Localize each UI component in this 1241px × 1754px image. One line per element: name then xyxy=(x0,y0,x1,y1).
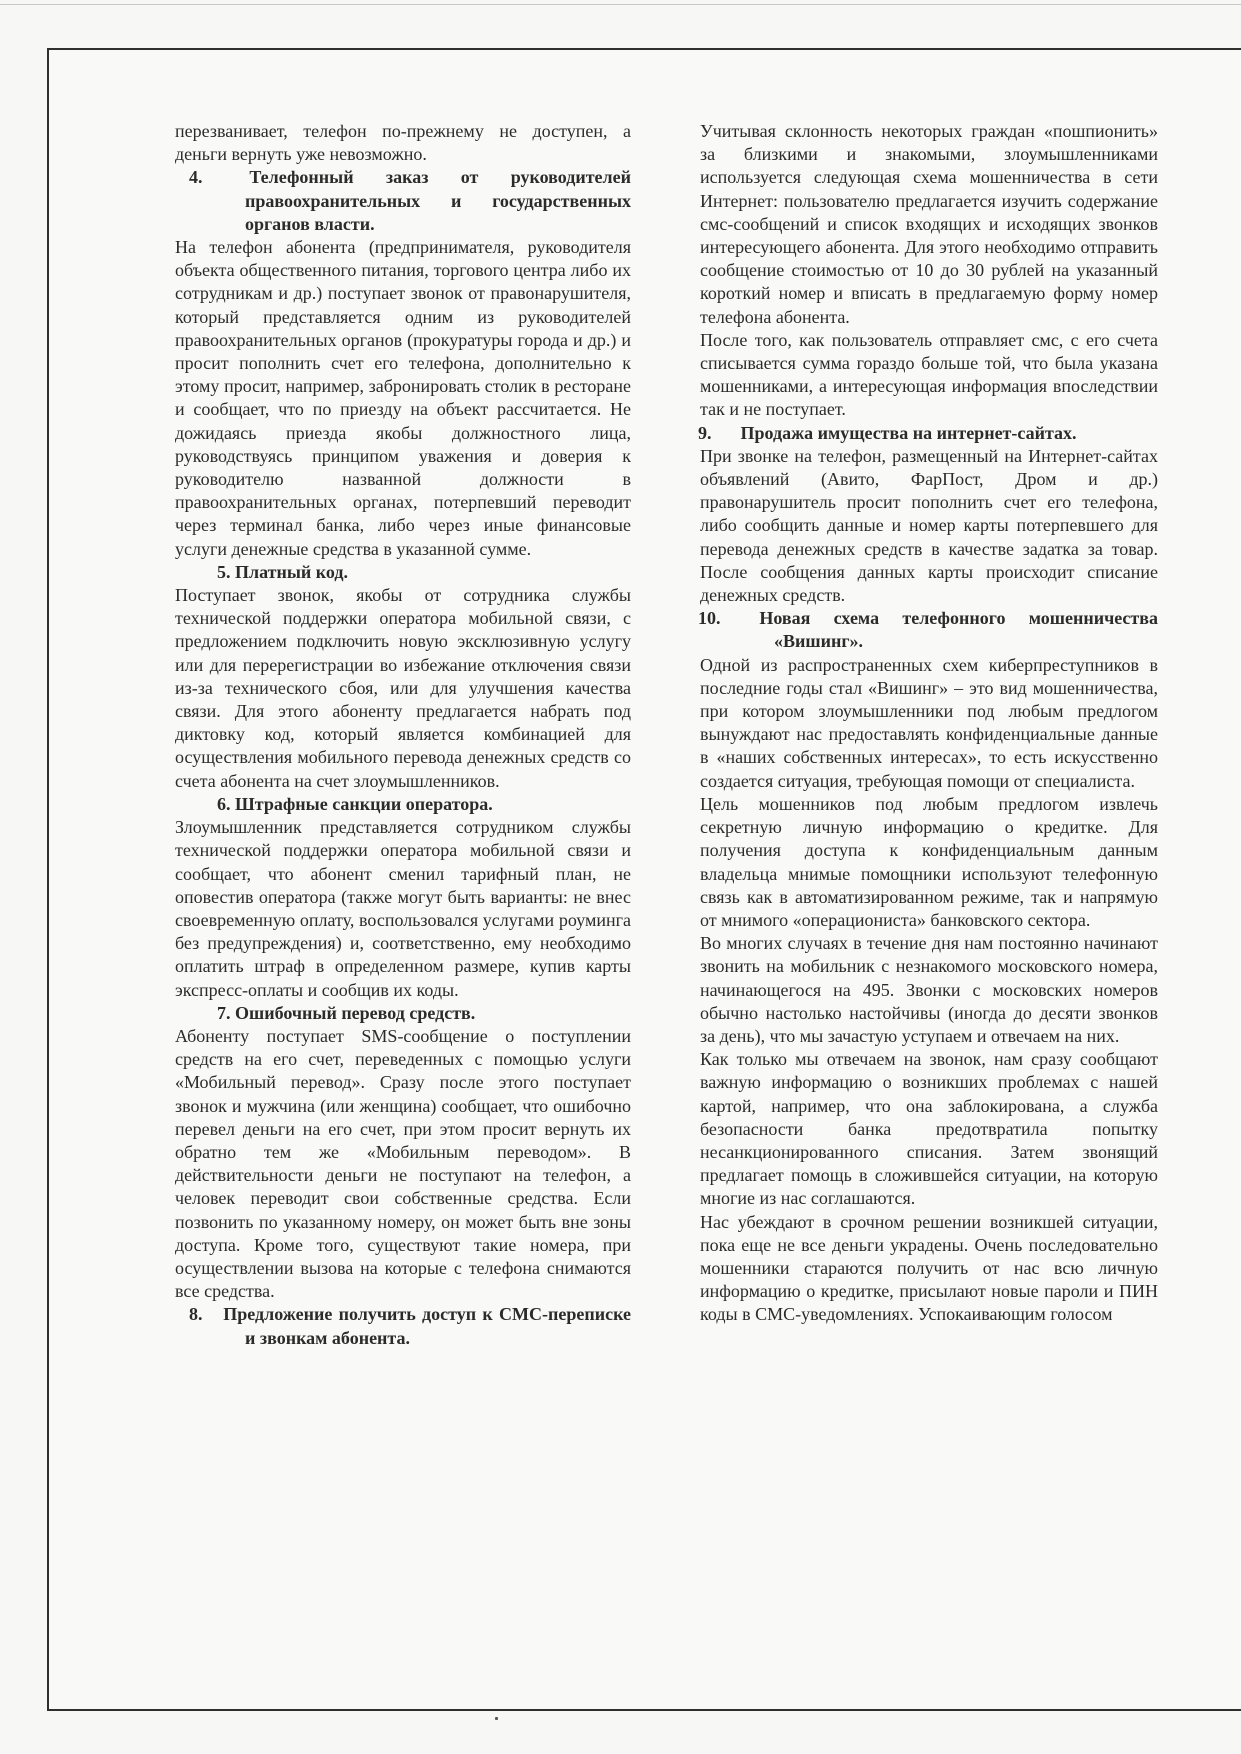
section-heading xyxy=(175,561,631,584)
paragraph: Во многих случаях в течение дня нам постоянно начинают звонить на мобильник с незнакомого московского номера, начинающегося на 495. Звонки с московских номеров обычно настолько настойчивы (иногда до десяти звонков за день), что мы зачастую уступаем и отвечаем на них. xyxy=(700,933,1158,1046)
paragraph: Нас убеждают в срочном решении возникшей ситуации, пока еще не все деньги украдены. Очень последовательно мошенники стараются получить от нас всю личную информацию о кредитке, присылают новые пароли и ПИН коды в СМС-уведомлениях. Успокаивающим голосом xyxy=(700,1211,1158,1325)
paragraph: После того, как пользователь отправляет смс, с его счета списывается сумма гораздо больше той, что была указана мошенниками, а интересующая информация впоследствии так и не поступает. xyxy=(700,329,1158,420)
paragraph: Цель мошенников под любым предлогом извлечь секретную личную информацию о кредитке. Для получения доступа к конфиденциальным данным владельца мнимые помощники используют телефонную связь как в автоматизированном режиме, так и напрямую от мнимого «операциониста» банковского сектора. xyxy=(700,793,1158,930)
section-title: Телефонный заказ от руководителей правоохранительных и государственных органов власти. xyxy=(245,167,632,234)
section-title: Новая схема телефонного мошенничества «Вишинг». xyxy=(759,608,1158,652)
section-title: Платный код. xyxy=(235,561,348,582)
section-heading: 10. Новая схема телефонного мошенничества «Вишинг». xyxy=(698,608,1158,652)
paragraph: Поступает звонок, якобы от сотрудника службы технической поддержки оператора мобильной связи, с предложением подключить новую эксклюзивную услугу или для перерегистрации во избежание отключения связи из-за технического сбоя, или для улучшения качества связи. Для этого абоненту предлагается набрать под диктовку код, который является комбинацией для осуществления мобильного перевода денежных средств со счета абонента на счет злоумышленников. xyxy=(175,585,631,791)
scan-top-edge xyxy=(0,4,1241,5)
paragraph: При звонке на телефон, размещенный на Интернет-сайтах объявлений (Авито, ФарПост, Дром и др.) правонарушитель просит пополнить счет его телефона, либо сообщить данные и номер карты потерпевшего для перевода денежных средств в качестве задатка за товар. После сообщения данных карты происходит списание денежных средств. xyxy=(700,445,1158,606)
section-heading xyxy=(175,1002,631,1025)
section-title: Штрафные санкции оператора. xyxy=(235,793,493,814)
section-title: Продажа имущества на интернет-сайтах. xyxy=(740,422,1077,443)
section-number: 7. xyxy=(217,1002,231,1023)
paragraph: Абоненту поступает SMS-сообщение о поступлении средств на его счет, переведенных с помощью услуги «Мобильный перевод». Сразу после этого поступает звонок и мужчина (или женщина) сообщает, что ошибочно перевел деньги на его счет, при этом просит вернуть их обратно тем же «Мобильным переводом». В действительности деньги не поступают на телефон, а человек переводит свои собственные средства. Если позвонить по указанному номеру, он может быть вне зоны доступа. Кроме того, существуют такие номера, при осуществлении вызова на которые с телефона снимаются все средства. xyxy=(175,1025,631,1302)
scan-speck xyxy=(495,1717,498,1720)
section-heading: 9. Продажа имущества на интернет-сайтах. xyxy=(698,422,1077,443)
paragraph: перезванивает, телефон по-прежнему не доступен, а деньги вернуть уже невозможно. xyxy=(175,121,631,165)
section-title: Ошибочный перевод средств. xyxy=(235,1002,476,1023)
left-text-column xyxy=(175,120,631,1350)
paragraph: Одной из распространенных схем киберпреступников в последние годы стал «Вишинг» – это вид мошенничества, при котором злоумышленники под любым предлогом вынуждают нас предоставлять конфиденциальные данные в «наших собственных интересах», то есть искусственно создается ситуация, требующая помощи от специалиста. xyxy=(700,654,1158,791)
section-number: 6. xyxy=(217,793,231,814)
section-heading: 8. Предложение получить доступ к СМС-переписке и звонкам абонента. xyxy=(189,1304,631,1348)
paragraph: Как только мы отвечаем на звонок, нам сразу сообщают важную информацию о возникших проблемах с нашей картой, например, что она заблокирована, а служба безопасности банка предотвратила попытку несанкционированного списания. Затем звонящий предлагает помощь в сложившейся ситуации, на которую многие из нас соглашаются. xyxy=(700,1049,1158,1209)
paragraph: На телефон абонента (предпринимателя, руководителя объекта общественного питания, торгового центра либо их сотрудникам и др.) поступает звонок от правонарушителя, который представляется одним из руководителей правоохранительных органов (прокуратуры города и др.) и просит пополнить счет его телефона, дополнительно к этому просит, например, забронировать столик в ресторане и сообщает, что по приезду на объект рассчитается. Не дожидаясь приезда якобы должностного лица, руководствуясь принципом уважения и доверия к руководителю названной должности в правоохранительных органах, потерпевший переводит через терминал банка, либо через иные финансовые услуги денежные средства в указанной сумме. xyxy=(175,237,631,559)
paragraph: Злоумышленник представляется сотрудником службы технической поддержки оператора мобильной связи и сообщает, что абонент сменил тарифный план, не оповестив оператора (также могут быть варианты: не внес своевременную оплату, воспользовался услугами роуминга без предупреждения) и, соответственно, ему необходимо оплатить штраф в определенном размере, купив карты экспресс-оплаты и сообщив их коды. xyxy=(175,817,631,1000)
section-title: Предложение получить доступ к СМС-переписке и звонкам абонента. xyxy=(223,1304,631,1348)
right-text-column xyxy=(700,120,1158,1327)
section-number: 5. xyxy=(217,561,231,582)
paragraph: Учитывая склонность некоторых граждан «пошпионить» за близкими и знакомыми, злоумышленниками используется следующая схема мошенничества в сети Интернет: пользователю предлагается изучить содержание смс-сообщений и список входящих и исходящих звонков интересующего абонента. Для этого необходимо отправить сообщение стоимостью от 10 до 30 рублей на указанный короткий номер и вписать в предлагаемую форму номер телефона абонента. xyxy=(700,121,1158,327)
section-heading xyxy=(175,793,631,816)
section-heading: 4. Телефонный заказ от руководителей правоохранительных и государственных органов власти. xyxy=(189,167,632,234)
